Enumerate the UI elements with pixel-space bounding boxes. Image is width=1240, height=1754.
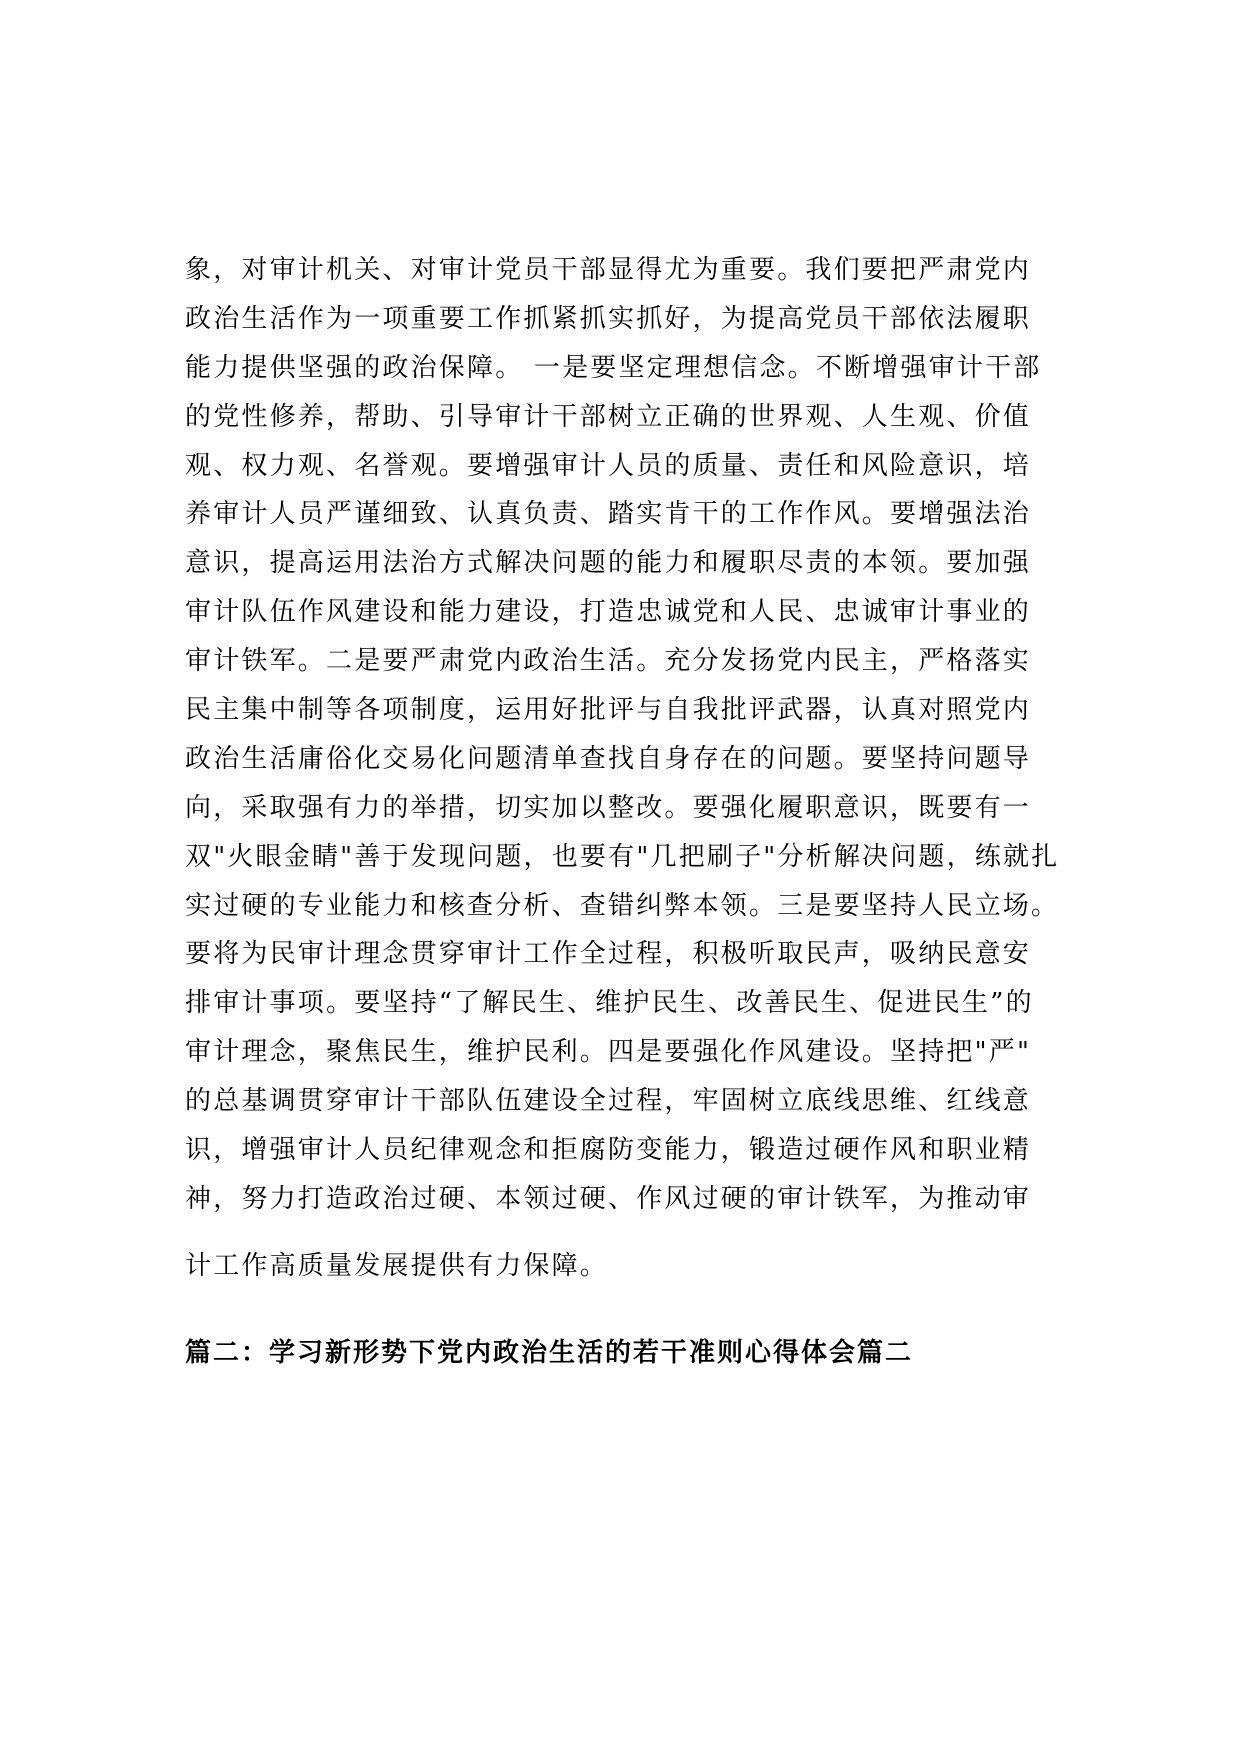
body-paragraph xyxy=(185,246,1065,1291)
paragraph-line: 审计理念，聚焦民生，维护民利。四是要强化作风建设。坚持把"严" xyxy=(185,1037,1032,1068)
paragraph-line: 观、权力观、名誉观。要增强审计人员的质量、责任和风险意识，培 xyxy=(185,450,1032,481)
paragraph-line: 审计队伍作风建设和能力建设，打造忠诚党和人民、忠诚审计事业的 xyxy=(185,597,1032,628)
paragraph-line: 象，对审计机关、对审计党员干部显得尤为重要。我们要把严肃党内 xyxy=(185,255,1032,285)
paragraph-line: 能力提供坚强的政治保障。 一是要坚定理想信念。不断增强审计干部 xyxy=(185,352,1042,383)
paragraph-line: 意识，提高运用法治方式解决问题的能力和履职尽责的本领。要加强 xyxy=(185,548,1032,579)
paragraph-line: 双"火眼金睛"善于发现问题，也要有"几把刷子"分析解决问题，练就扎 xyxy=(185,841,1060,872)
paragraph-line: 神，努力打造政治过硬、本领过硬、作风过硬的审计铁军，为推动审 xyxy=(185,1183,1032,1214)
paragraph-line: 审计铁军。二是要严肃党内政治生活。充分发扬党内民主，严格落实 xyxy=(185,646,1032,677)
paragraph-line: 民主集中制等各项制度，运用好批评与自我批评武器，认真对照党内 xyxy=(185,695,1032,726)
paragraph-line: 政治生活庸俗化交易化问题清单查找自身存在的问题。要坚持问题导 xyxy=(185,743,1032,774)
section-heading: 篇二：学习新形势下党内政治生活的若干准则心得体会篇二 xyxy=(185,1338,914,1368)
paragraph-line: 排审计事项。要坚持“了解民生、维护民生、改善民生、促进民生”的 xyxy=(185,988,1034,1019)
paragraph-line: 政治生活作为一项重要工作抓紧抓实抓好，为提高党员干部依法履职 xyxy=(185,303,1032,334)
paragraph-line: 养审计人员严谨细致、认真负责、踏实肯干的工作作风。要增强法治 xyxy=(185,499,1032,530)
paragraph-line: 实过硬的专业能力和核查分析、查错纠弊本领。三是要坚持人民立场。 xyxy=(185,890,1060,921)
paragraph-line: 计工作高质量发展提供有力保障。 xyxy=(185,1250,609,1281)
paragraph-line: 要将为民审计理念贯穿审计工作全过程，积极听取民声，吸纳民意安 xyxy=(185,939,1032,970)
paragraph-line: 识，增强审计人员纪律观念和拒腐防变能力，锻造过硬作风和职业精 xyxy=(185,1135,1032,1166)
paragraph-line: 的总基调贯穿审计干部队伍建设全过程，牢固树立底线思维、红线意 xyxy=(185,1086,1032,1117)
paragraph-line: 向，采取强有力的举措，切实加以整改。要强化履职意识，既要有一 xyxy=(185,792,1032,823)
paragraph-line: 的党性修养，帮助、引导审计干部树立正确的世界观、人生观、价值 xyxy=(185,401,1032,432)
